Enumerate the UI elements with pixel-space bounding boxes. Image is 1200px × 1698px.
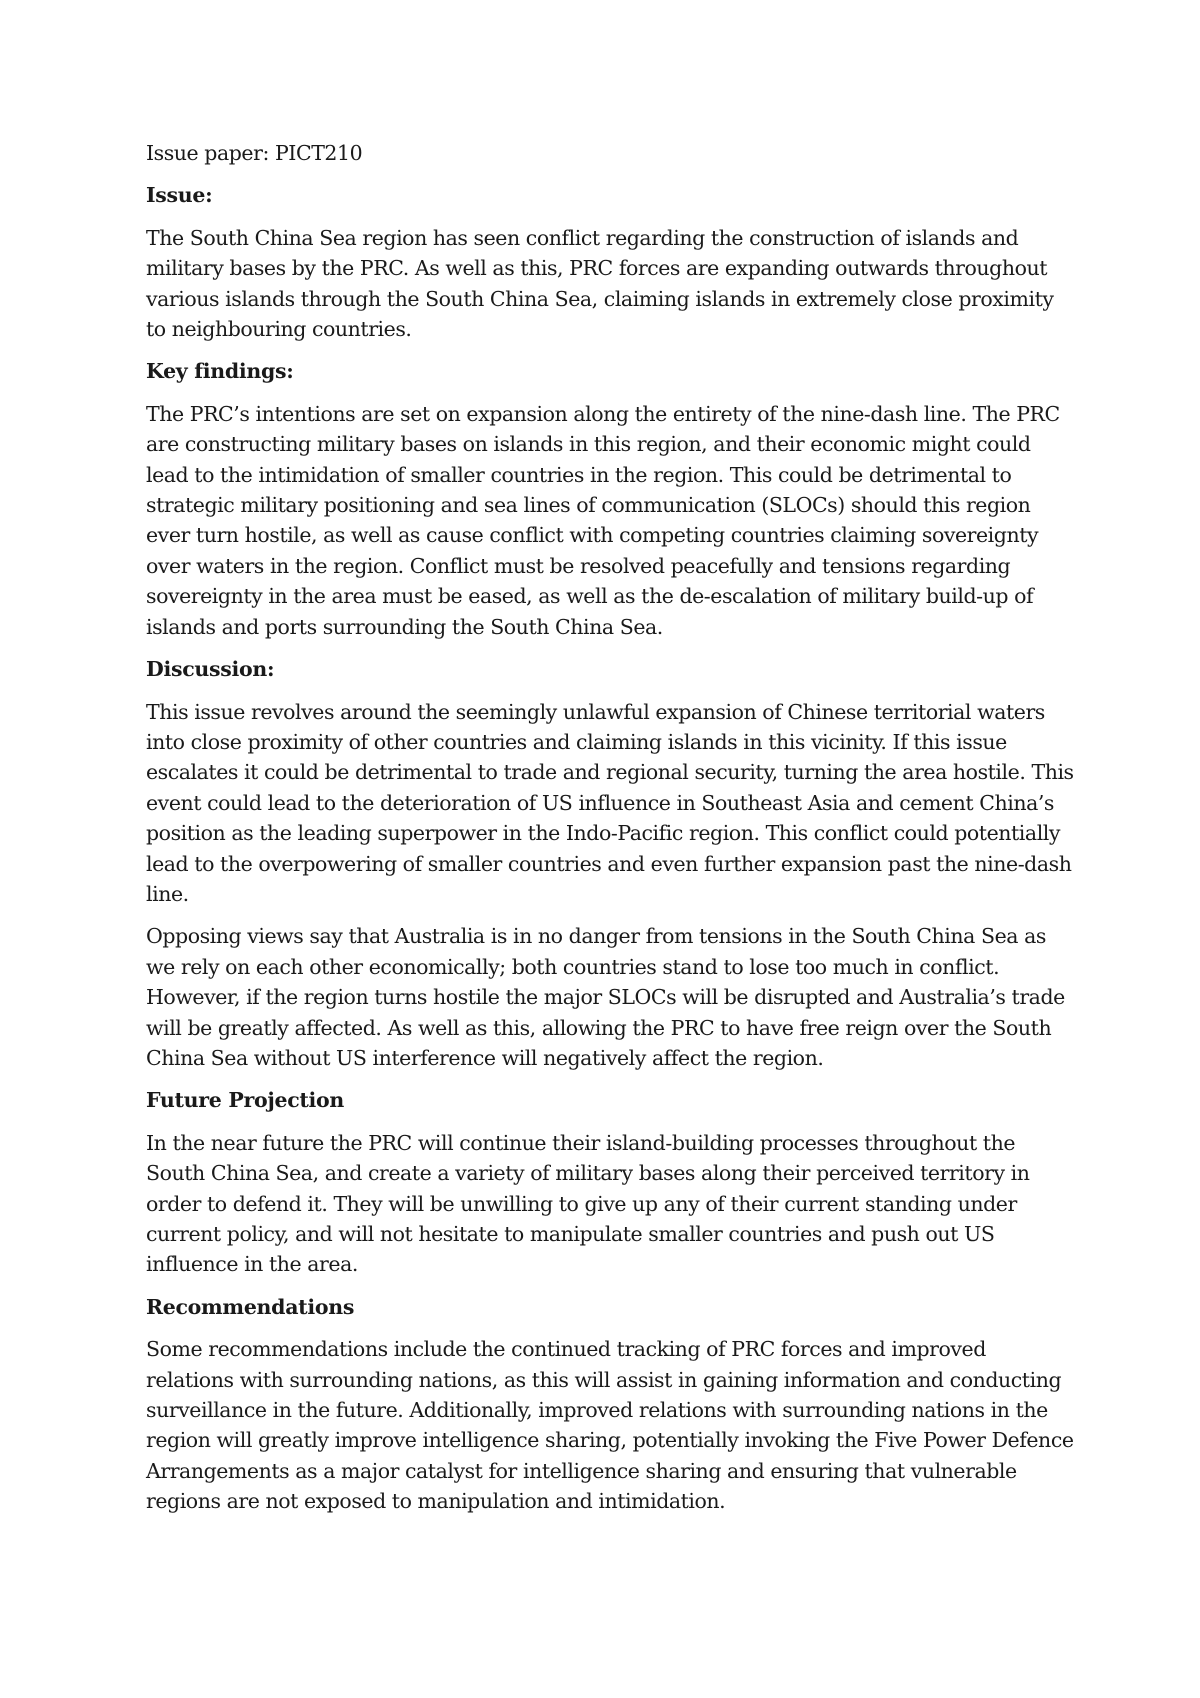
- section-paragraph: The South China Sea region has seen conflict regarding the construction of islands and military bases by the PRC. As well as this, PRC forces are expanding outwards throughout various islands through the South China Sea, claiming islands in extremely close proximity to neighbouring countries.: [146, 225, 1054, 342]
- section-heading-future-projection: Future Projection: [146, 1088, 345, 1113]
- section-heading-recommendations: Recommendations: [146, 1294, 355, 1319]
- section-future-projection: [146, 1085, 1076, 1279]
- section-paragraph: This issue revolves around the seemingly unlawful expansion of Chinese territorial waters into close proximity of other countries and claiming islands in this vicinity. If this issue escalates it could be detrimental to trade and regional security, turning the area hostile. This event could lead to the deterioration of US influence in Southeast Asia and cement China’s position as the leading superpower in the Indo-Pacific region. This conflict could potentially lead to the overpowering of smaller countries and even further expansion past the nine-dash line.: [146, 699, 1074, 906]
- section-paragraph: The PRC’s intentions are set on expansion along the entirety of the nine-dash line. The PRC are constructing military bases on islands in this region, and their economic might could lead to the intimidation of smaller countries in the region. This could be detrimental to strategic military positioning and sea lines of communication (SLOCs) should this region ever turn hostile, as well as cause conflict with competing countries claiming sovereignty over waters in the region. Conflict must be resolved peacefully and tensions regarding sovereignty in the area must be eased, as well as the de-escalation of military build-up of islands and ports surrounding the South China Sea.: [146, 401, 1060, 639]
- document-page: [146, 138, 1076, 1529]
- section-recommendations: [146, 1292, 1076, 1517]
- document-title: Issue paper: PICT210: [146, 141, 363, 165]
- section-paragraph: Some recommendations include the continued tracking of PRC forces and improved relations with surrounding nations, as this will assist in gaining information and conducting surveillance in the future. Additionally, improved relations with surrounding nations in the region will greatly improve intelligence sharing, potentially invoking the Five Power Defence Arrangements as a major catalyst for intelligence sharing and ensuring that vulnerable regions are not exposed to manipulation and intimidation.: [146, 1337, 1074, 1514]
- section-paragraph: Opposing views say that Australia is in no danger from tensions in the South China Sea as we rely on each other economically; both countries stand to lose too much in conflict. However, if the region turns hostile the major SLOCs will be disrupted and Australia’s trade will be greatly affected. As well as this, allowing the PRC to have free reign over the South China Sea without US interference will negatively affect the region.: [146, 924, 1065, 1070]
- section-discussion: [146, 654, 1076, 1073]
- section-paragraph: In the near future the PRC will continue their island-building processes throughout the South China Sea, and create a variety of military bases along their perceived territory in order to defend it. They will be unwilling to give up any of their current standing under current policy, and will not hesitate to manipulate smaller countries and push out US influence in the area.: [146, 1130, 1030, 1277]
- section-heading-key-findings: Key findings:: [146, 359, 294, 384]
- section-heading-issue: Issue:: [146, 183, 213, 208]
- section-heading-discussion: Discussion:: [146, 657, 275, 682]
- section-key-findings: [146, 356, 1076, 642]
- section-issue: [146, 180, 1076, 344]
